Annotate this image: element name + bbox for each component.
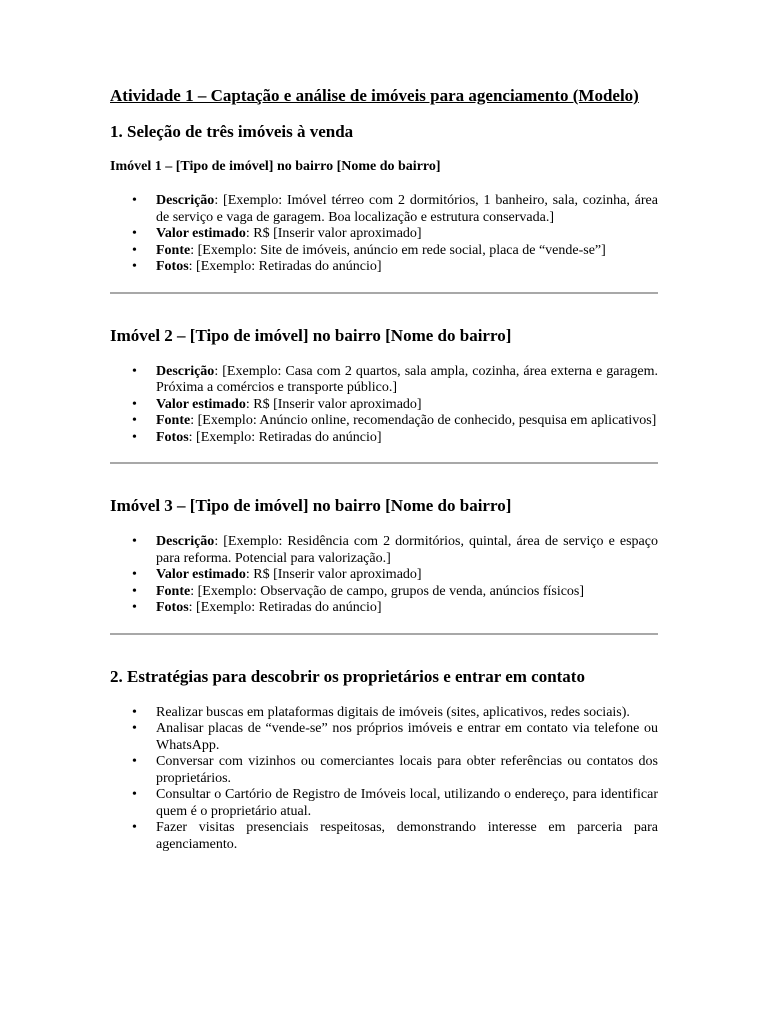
strategy-item: • Realizar buscas em plataformas digitais de imóveis (sites, aplicativos, redes sociais). <box>110 705 658 722</box>
valor-text: : R$ [Inserir valor aproximado] <box>245 396 422 412</box>
fotos-text: : [Exemplo: Retiradas do anúncio] <box>188 429 382 445</box>
fotos-text: : [Exemplo: Retiradas do anúncio] <box>188 600 382 615</box>
imovel-3-heading: Imóvel 3 – [Tipo de imóvel] no bairro [Nome do bairro] <box>110 496 512 515</box>
fonte-label: Fonte <box>156 583 191 599</box>
strategy-item: • Conversar com vizinhos ou comerciantes locais para obter referências ou contatos dos proprietários. <box>110 754 658 787</box>
imovel-3-descricao <box>110 534 658 567</box>
section-1-heading: 1. Seleção de três imóveis à venda <box>110 122 354 141</box>
imovel-2-fonte <box>110 413 658 430</box>
horizontal-divider <box>110 462 658 464</box>
horizontal-divider <box>110 633 658 635</box>
imovel-2-heading: Imóvel 2 – [Tipo de imóvel] no bairro [Nome do bairro] <box>110 325 512 345</box>
fonte-text: : [Exemplo: Anúncio online, recomendação de conhecido, pesquisa em aplicativos] <box>190 413 657 428</box>
descricao-text: : [Exemplo: Residência com 2 dormitórios, quintal, área de serviço e espaço para reforma. Potencial para valorização.] <box>156 534 658 566</box>
imovel-3-valor <box>110 567 658 584</box>
imovel-1-valor <box>110 226 658 243</box>
imovel-2-fotos <box>110 430 658 447</box>
descricao-text: : [Exemplo: Casa com 2 quartos, sala ampla, cozinha, área externa e garagem. Próxima a comércios e transporte público.] <box>156 363 658 395</box>
fotos-text: : [Exemplo: Retiradas do anúncio] <box>188 259 382 274</box>
imovel-2-details <box>110 364 658 447</box>
valor-label: Valor estimado <box>156 567 246 582</box>
strategy-item: • Consultar o Cartório de Registro de Imóveis local, utilizando o endereço, para identificar quem é o proprietário atual. <box>110 787 658 820</box>
document-title: Atividade 1 – Captação e análise de imóveis para agenciamento (Modelo) <box>110 86 639 105</box>
fonte-label: Fonte <box>156 242 191 258</box>
imovel-2-valor <box>110 397 658 414</box>
imovel-1-fotos <box>110 259 658 276</box>
valor-text: : R$ [Inserir valor aproximado] <box>245 567 422 582</box>
imovel-1-details <box>110 193 658 276</box>
fotos-label: Fotos <box>156 429 189 445</box>
strategy-item: • Fazer visitas presenciais respeitosas, demonstrando interesse em parceria para agenciamento. <box>110 820 658 853</box>
descricao-label: Descrição <box>156 193 215 208</box>
imovel-1-fonte <box>110 243 658 260</box>
strategies-list <box>110 705 658 854</box>
fotos-label: Fotos <box>156 259 189 274</box>
document-page <box>110 86 658 853</box>
valor-label: Valor estimado <box>156 396 246 412</box>
imovel-3-fonte <box>110 584 658 601</box>
descricao-label: Descrição <box>156 363 215 379</box>
valor-label: Valor estimado <box>156 226 246 241</box>
valor-text: : R$ [Inserir valor aproximado] <box>245 226 422 241</box>
fonte-text: : [Exemplo: Observação de campo, grupos de venda, anúncios físicos] <box>190 583 585 599</box>
fonte-label: Fonte <box>156 413 191 428</box>
descricao-label: Descrição <box>156 534 215 549</box>
descricao-text: : [Exemplo: Imóvel térreo com 2 dormitórios, 1 banheiro, sala, cozinha, área de serviço e vaga de garagem. Boa localização e estrutura conservada.] <box>156 193 658 225</box>
section-2-heading: 2. Estratégias para descobrir os proprietários e entrar em contato <box>110 666 585 686</box>
horizontal-divider <box>110 292 658 294</box>
imovel-1-descricao <box>110 193 658 226</box>
imovel-2-descricao <box>110 364 658 397</box>
strategy-item: • Analisar placas de “vende-se” nos próprios imóveis e entrar em contato via telefone ou WhatsApp. <box>110 721 658 754</box>
imovel-3-fotos <box>110 600 658 617</box>
fonte-text: : [Exemplo: Site de imóveis, anúncio em rede social, placa de “vende-se”] <box>190 242 606 258</box>
fotos-label: Fotos <box>156 600 189 615</box>
imovel-1-heading: Imóvel 1 – [Tipo de imóvel] no bairro [Nome do bairro] <box>110 159 441 174</box>
imovel-3-details <box>110 534 658 617</box>
